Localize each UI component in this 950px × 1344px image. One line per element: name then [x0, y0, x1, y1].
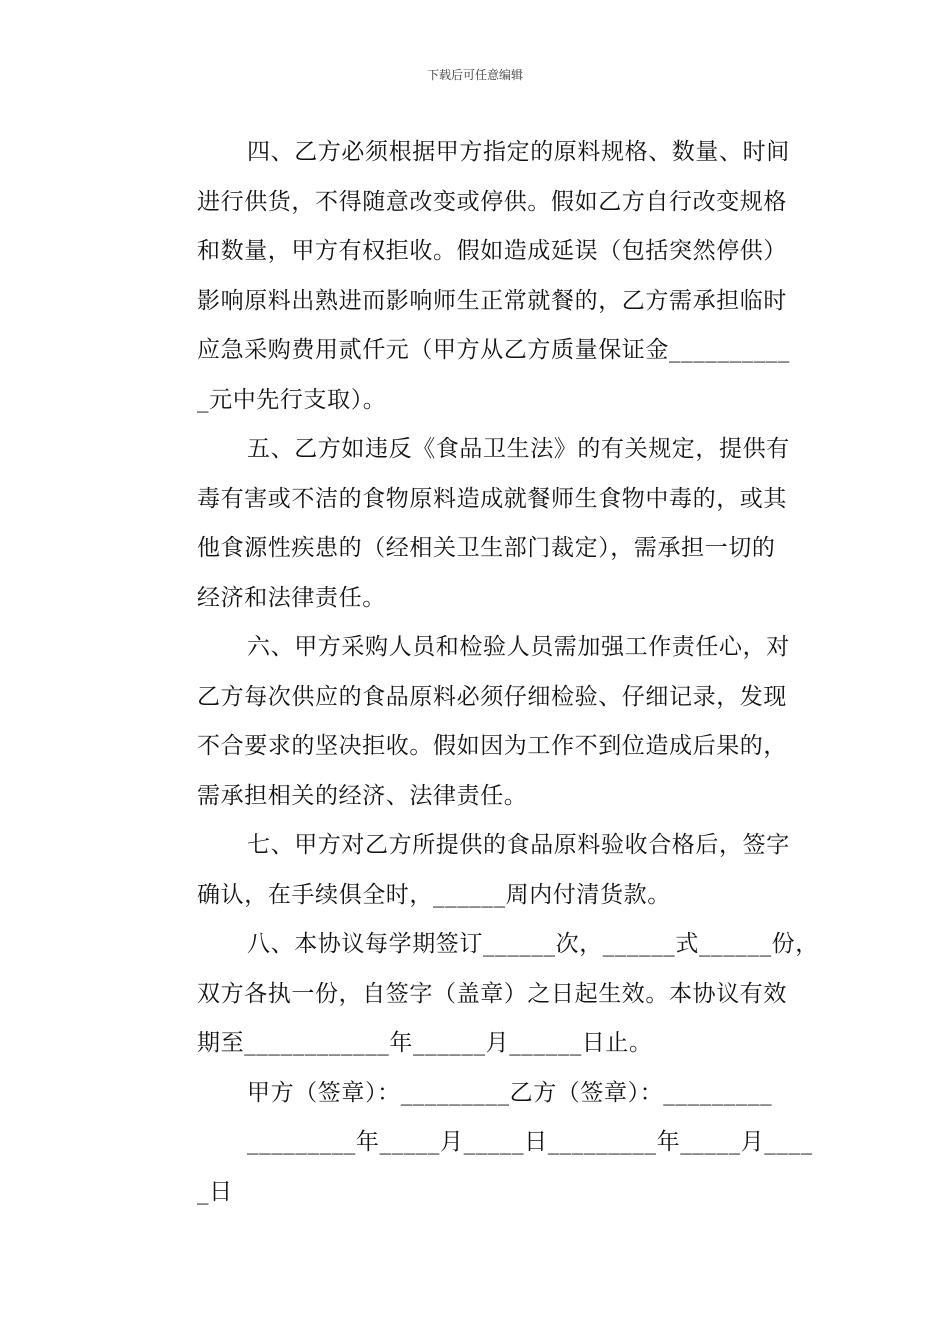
clause-line: 四、乙方必须根据甲方指定的原料规格、数量、时间 [247, 139, 790, 165]
signature-date-tail: _日 [197, 1178, 233, 1205]
clause-line: _元中先行支取）。 [197, 386, 387, 413]
clause-line: 毒有害或不洁的食物原料造成就餐师生食物中毒的，或其 [197, 485, 787, 512]
clause-line: 影响原料出熟进而影响师生正常就餐的，乙方需承担临时 [197, 287, 787, 314]
signature-block [147, 1069, 813, 1218]
clause-6 [147, 623, 809, 821]
clause-line: 五、乙方如违反《食品卫生法》的有关规定，提供有 [247, 436, 790, 462]
clause-line: 和数量，甲方有权拒收。假如造成延误（包括突然停供） [197, 238, 787, 264]
signature-parties-line: 甲方（签章）：_________乙方（签章）：_________ [247, 1079, 773, 1106]
clause-4 [147, 128, 809, 425]
clause-line: 七、甲方对乙方所提供的食品原料验收合格后，签字 [247, 832, 790, 858]
clause-line: 应急采购费用贰仟元（甲方从乙方质量保证金__________ [197, 337, 790, 363]
clause-line: 八、本协议每学期签订______次，______式______份， [247, 931, 819, 957]
contract-body [147, 128, 819, 1217]
signature-date-line: _________年_____月_____日_________年_____月____ [247, 1129, 813, 1155]
clause-8 [147, 920, 819, 1069]
clause-line: 期至____________年______月______日止。 [197, 1030, 653, 1056]
clause-line: 不合要求的坚决拒收。假如因为工作不到位造成后果的， [197, 733, 787, 759]
clause-line: 需承担相关的经济、法律责任。 [197, 782, 528, 809]
clause-5 [147, 425, 809, 623]
clause-7 [147, 821, 809, 920]
clause-line: 确认，在手续俱全时，______周内付清货款。 [197, 881, 671, 908]
clause-line: 双方各执一份，自签字（盖章）之日起生效。本协议有效 [197, 980, 787, 1007]
clause-line: 进行供货，不得随意改变或停供。假如乙方自行改变规格 [197, 188, 787, 215]
header-note: 下载后可任意编辑 [426, 68, 523, 82]
clause-line: 六、甲方采购人员和检验人员需加强工作责任心，对 [247, 634, 790, 660]
clause-line: 乙方每次供应的食品原料必须仔细检验、仔细记录，发现 [197, 683, 787, 710]
clause-line: 经济和法律责任。 [197, 584, 386, 611]
clause-line: 他食源性疾患的（经相关卫生部门裁定），需承担一切的 [197, 535, 776, 561]
